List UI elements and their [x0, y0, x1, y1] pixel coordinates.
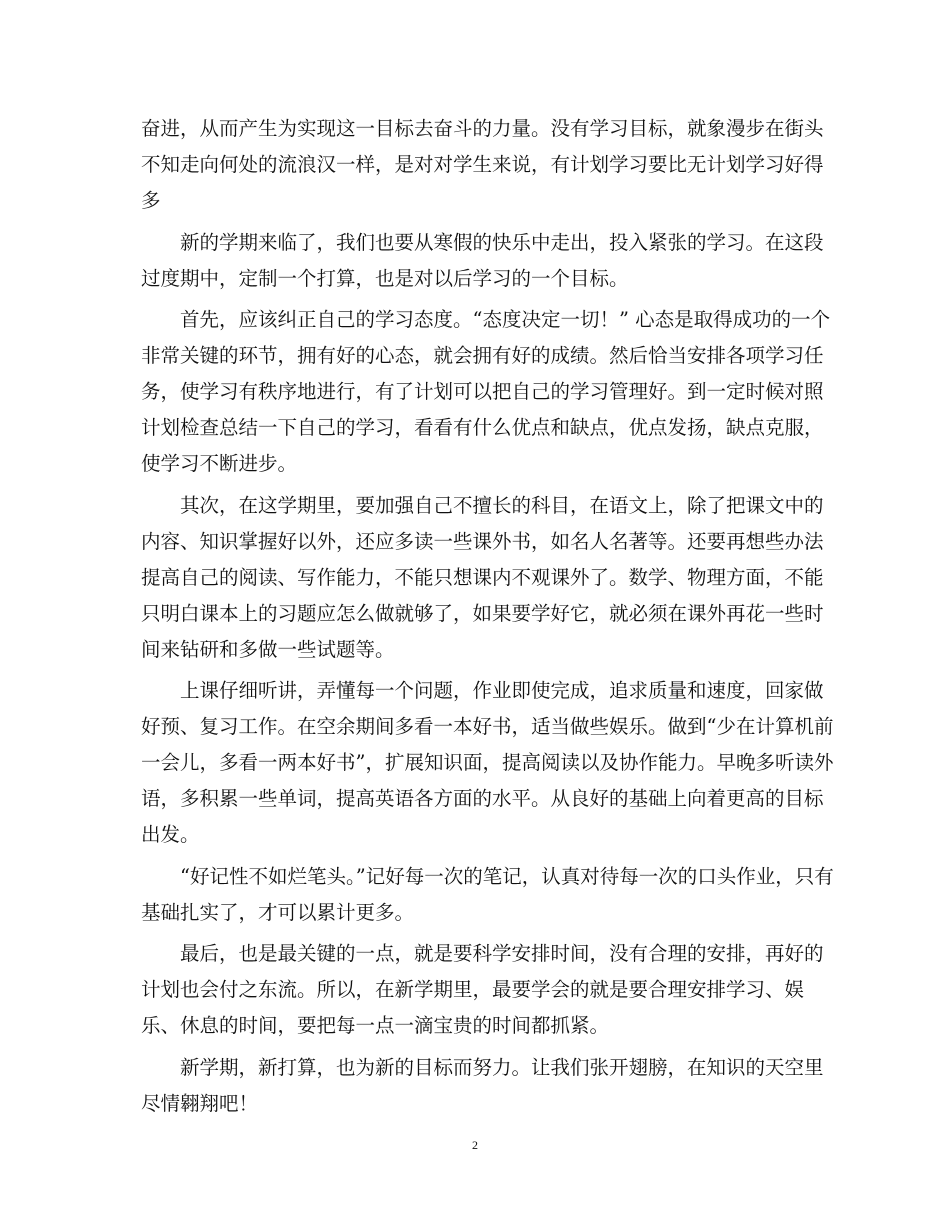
text-line: 语，多积累一些单词，提高英语各方面的水平。从良好的基础上向着更高的目标 — [141, 787, 824, 810]
paragraph — [141, 1050, 824, 1122]
paragraph — [141, 302, 831, 482]
text-line: 务，使学习有秩序地进行，有了计划可以把自己的学习管理好。到一定时候对照 — [141, 380, 824, 403]
page-number: 2 — [472, 1138, 478, 1152]
paragraph — [141, 859, 834, 931]
paragraph — [141, 936, 824, 1044]
text-line: 最后，也是最关键的一点，就是要科学安排时间，没有合理的安排，再好的 — [141, 942, 824, 965]
text-line: 奋进，从而产生为实现这一目标去奋斗的力量。没有学习目标，就象漫步在街头 — [141, 117, 824, 140]
text-line: 提高自己的阅读、写作能力，不能只想课内不观课外了。数学、物理方面，不能 — [141, 565, 824, 589]
text-line: 过度期中，定制一个打算，也是对以后学习的一个目标。 — [141, 266, 629, 290]
text-line: 乐、休息的时间，要把每一点一滴宝贵的时间都抓紧。 — [141, 1014, 610, 1037]
text-line: 内容、知识掌握好以外，还应多读一些课外书，如名人名著等。还要再想些办法 — [141, 529, 824, 553]
paragraph — [141, 488, 824, 668]
text-line: 计划也会付之东流。所以，在新学期里，最要学会的就是要合理安排学习、娱 — [141, 978, 805, 1001]
text-line: 一会儿，多看一两本好书”，扩展知识面，提高阅读以及协作能力。早晚多听读外 — [141, 751, 834, 774]
text-line: 非常关键的环节，拥有好的心态，就会拥有好的成绩。然后恰当安排各项学习任 — [141, 344, 824, 367]
text-line: 计划检查总结一下自己的学习，看看有什么优点和缺点，优点发扬，缺点克服， — [141, 416, 824, 439]
text-line: 间来钻研和多做一些试题等。 — [141, 637, 395, 661]
text-line: 新的学期来临了，我们也要从寒假的快乐中走出，投入紧张的学习。在这段 — [141, 230, 824, 254]
text-line: 首先，应该纠正自己的学习态度。“态度决定一切！” 心态是取得成功的一个 — [141, 308, 831, 331]
paragraph — [141, 225, 824, 297]
text-line: 其次，在这学期里，要加强自己不擅长的科目，在语文上，除了把课文中的 — [141, 493, 824, 517]
text-line: 新学期，新打算，也为新的目标而努力。让我们张开翅膀，在知识的天空里 — [141, 1055, 824, 1079]
text-line: 使学习不断进步。 — [141, 452, 298, 475]
text-line: 只明白课本上的习题应怎么做就够了，如果要学好它，就必须在课外再花一些时 — [141, 601, 824, 625]
text-line: “好记性不如烂笔头。”记好每一次的笔记，认真对待每一次的口头作业，只有 — [141, 864, 834, 888]
text-line: 不知走向何处的流浪汉一样，是对对学生来说，有计划学习要比无计划学习好得 — [141, 153, 824, 176]
text-line: 上课仔细听讲，弄懂每一个问题，作业即使完成，追求质量和速度，回家做 — [141, 679, 824, 702]
text-line: 基础扎实了，才可以累计更多。 — [141, 900, 415, 924]
paragraph — [141, 111, 824, 219]
text-line: 尽情翱翔吧！ — [141, 1091, 259, 1115]
text-line: 好预、复习工作。在空余期间多看一本好书，适当做些娱乐。做到“少在计算机前 — [141, 715, 834, 738]
document-body — [141, 111, 834, 1127]
text-line: 出发。 — [141, 823, 200, 846]
paragraph — [141, 673, 834, 853]
text-line: 多 — [141, 189, 161, 212]
